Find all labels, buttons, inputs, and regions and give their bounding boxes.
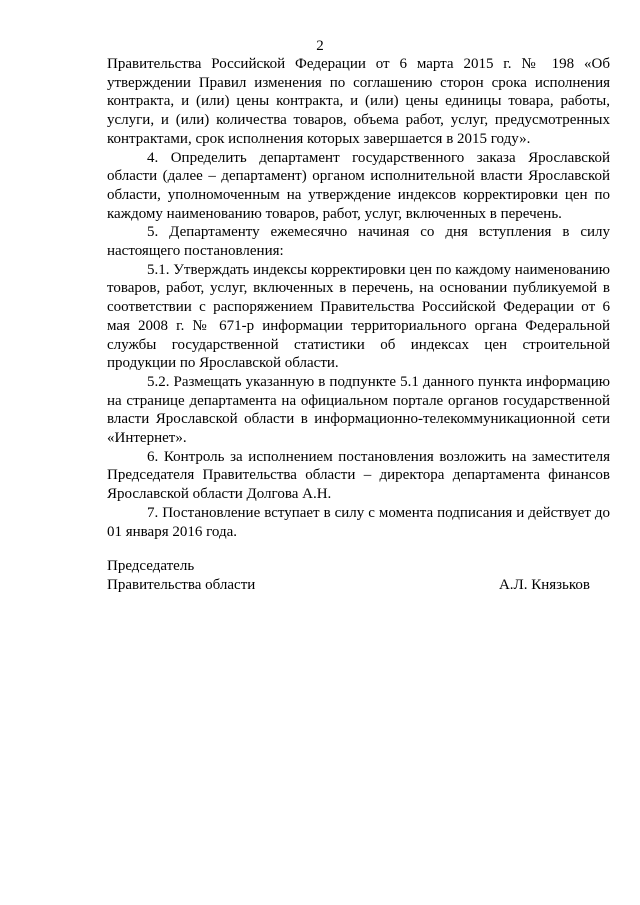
- paragraph-5: 5. Департаменту ежемесячно начиная со дня вступления в силу настоящего постановления:: [107, 224, 610, 260]
- paragraph-4: 4. Определить департамент государственного заказа Ярославской области (далее – департамент) органом исполнительной власти Ярославской области, уполномоченным на утверждение индексов корректировки цен по каждому наименованию товаров, работ, услуг, включенных в перечень.: [107, 149, 610, 222]
- signatory-name: А.Л. Князьков: [498, 577, 590, 593]
- signature-block: [107, 557, 590, 595]
- paragraph-7: 7. Постановление вступает в силу с момента подписания и действует до 01 января 2016 года.: [107, 504, 610, 540]
- signature-row: [107, 576, 590, 595]
- document-body: [107, 55, 610, 541]
- paragraph-continuation: Правительства Российской Федерации от 6 марта 2015 г. № 198 «Об утверждении Правил изменения по соглашению сторон срока исполнения контракта, и (или) цены контракта, и (или) цены единицы товара, работы, услуги, и (или) количества товаров, объема работ, услуг, предусмотренных контрактами, срок исполнения которых завершается в 2015 году».: [107, 56, 610, 147]
- page-number: 2: [316, 38, 324, 54]
- paragraph-5-1: 5.1. Утверждать индексы корректировки цен по каждому наименованию товаров, работ, услуг, включенных в перечень, на основании публикуемой в соответствии с распоряжением Правительства Российской Федерации от 6 мая 2008 г. № 671-р информации территориального органа Федеральной службы государственной статистики об индексах цен строительной продукции по Ярославской области.: [107, 261, 610, 372]
- paragraph-5-2: 5.2. Размещать указанную в подпункте 5.1 данного пункта информацию на странице департамента на официальном портале органов государственной власти Ярославской области в информационно-телекоммуникационной сети «Интернет».: [107, 373, 610, 447]
- signatory-title-line1: Председатель: [107, 558, 195, 574]
- signatory-title-line2: Правительства области: [107, 577, 256, 593]
- paragraph-6: 6. Контроль за исполнением постановления возложить на заместителя Председателя Правительства области – директора департамента финансов Ярославской области Долгова А.Н.: [107, 448, 610, 503]
